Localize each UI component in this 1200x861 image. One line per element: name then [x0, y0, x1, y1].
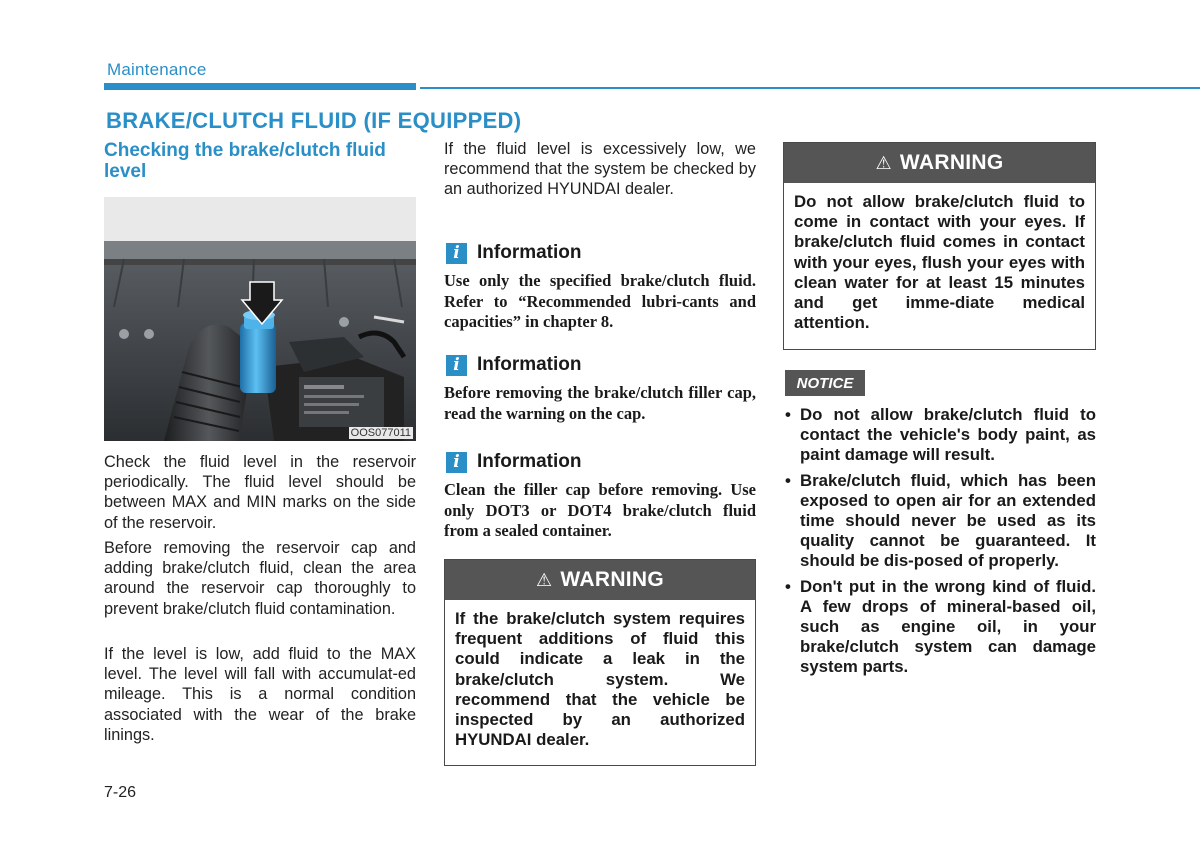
section-subheading: Checking the brake/clutch fluid level — [104, 140, 386, 182]
notice-item-text: Do not allow brake/clutch fluid to contact the vehicle's body paint, as paint damage will result. — [800, 405, 1096, 465]
information-heading — [446, 451, 582, 473]
information-body: Clean the filler cap before removing. Use only DOT3 or DOT4 brake/clutch fluid from a sealed container. — [444, 480, 756, 540]
warning-triangle-icon: ⚠ — [875, 152, 892, 174]
section-label: Maintenance — [107, 60, 207, 79]
down-arrow-icon — [240, 280, 284, 326]
info-icon: i — [446, 243, 467, 264]
engine-bay-photo — [104, 197, 416, 441]
paragraph: If the level is low, add fluid to the MAX level. The level will fall with accumulat-ed mileage. This is a normal condition associated with the wear of the brake linings. — [104, 645, 416, 744]
info-icon: i — [446, 452, 467, 473]
paragraph: Check the fluid level in the reservoir periodically. The fluid level should be between MAX and MIN marks on the side of the reservoir. — [104, 453, 416, 532]
information-heading — [446, 242, 582, 264]
information-title: Information — [477, 242, 582, 263]
page-number: 7-26 — [104, 784, 137, 801]
warning-title: WARNING — [560, 568, 665, 591]
header-rule — [420, 87, 1200, 89]
notice-item-text: Don't put in the wrong kind of fluid. A few drops of mineral-based oil, such as engine oil, in your brake/clutch system can damage system parts. — [800, 576, 1096, 677]
warning-header — [445, 560, 755, 600]
paragraph: Before removing the reservoir cap and adding brake/clutch fluid, clean the area around the reservoir cap thoroughly to prevent brake/clutch fluid contamination. — [104, 539, 416, 618]
information-title: Information — [477, 451, 582, 472]
info-icon: i — [446, 355, 467, 376]
list-item: • Don't put in the wrong kind of fluid. A few drops of mineral-based oil, such as engine oil, in your brake/clutch system can damage system parts. — [785, 576, 1096, 677]
warning-triangle-icon: ⚠ — [535, 569, 553, 591]
paragraph: If the fluid level is excessively low, we recommend that the system be checked by an authorized HYUNDAI dealer. — [444, 140, 756, 199]
photo-caption: OOS077011 — [350, 427, 411, 439]
list-item: • Do not allow brake/clutch fluid to contact the vehicle's body paint, as paint damage will result. — [785, 405, 1096, 465]
information-body: Before removing the brake/clutch filler cap, read the warning on the cap. — [444, 383, 756, 423]
warning-header — [784, 143, 1095, 183]
warning-body: Do not allow brake/clutch fluid to come in contact with your eyes. If brake/clutch fluid comes in contact with your eyes, flush your eyes with clean water for at least 15 minutes and get imme-diate medical attention. — [794, 192, 1085, 333]
notice-list — [783, 405, 1096, 683]
notice-badge: NOTICE — [785, 370, 865, 396]
warning-box — [444, 559, 756, 766]
page-title: BRAKE/CLUTCH FLUID (IF EQUIPPED) — [106, 108, 522, 133]
list-item: • Brake/clutch fluid, which has been exposed to open air for an extended time should never be used as its quality cannot be guaranteed. It should be dis-posed of properly. — [785, 470, 1096, 571]
warning-body: If the brake/clutch system requires frequent additions of fluid this could indicate a leak in the brake/clutch system. We recommend that the vehicle be inspected by an authorized HYUNDAI dealer. — [455, 609, 745, 750]
information-body: Use only the specified brake/clutch fluid. Refer to “Recommended lubri-cants and capacities” in chapter 8. — [444, 271, 756, 331]
notice-item-text: Brake/clutch fluid, which has been exposed to open air for an extended time should never be used as its quality cannot be guaranteed. It should be dis-posed of properly. — [800, 470, 1096, 571]
warning-title: WARNING — [899, 151, 1004, 174]
information-title: Information — [477, 354, 582, 375]
warning-box — [783, 142, 1096, 350]
information-heading — [446, 354, 582, 376]
header-accent-bar — [104, 83, 416, 90]
